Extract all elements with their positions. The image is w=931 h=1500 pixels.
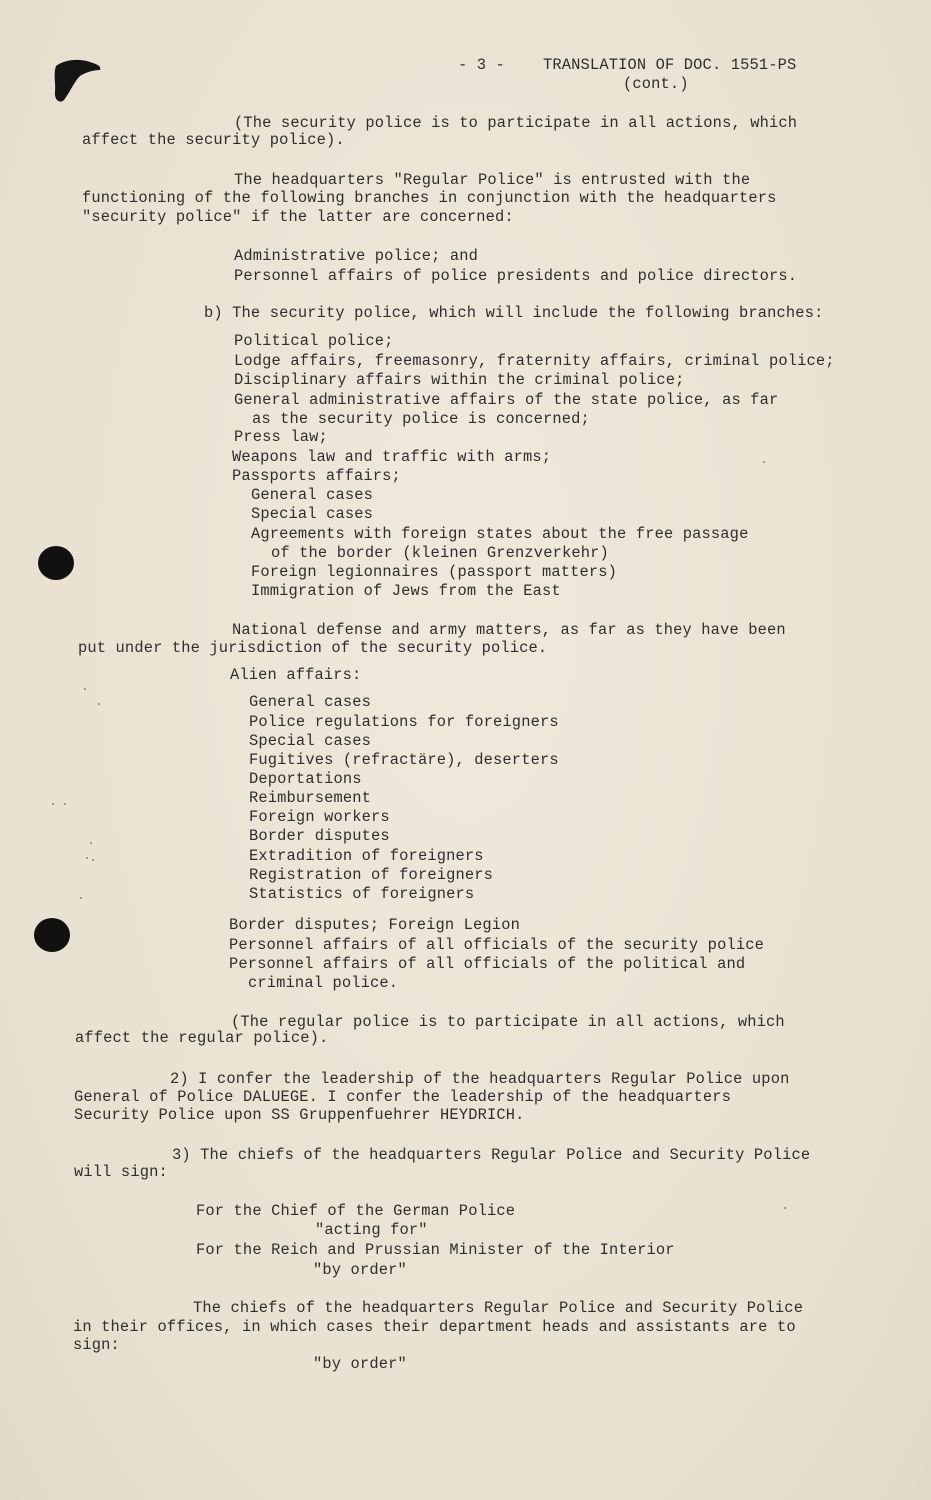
text-line: Deportations xyxy=(249,770,362,788)
paper-speck xyxy=(92,859,94,861)
text-line: National defense and army matters, as far as they have been xyxy=(232,621,786,639)
paper-speck xyxy=(98,703,100,705)
text-line: For the Reich and Prussian Minister of the Interior xyxy=(196,1241,675,1259)
text-line: "acting for" xyxy=(315,1221,428,1239)
text-line: Border disputes xyxy=(249,827,390,845)
text-line: "security police" if the latter are concerned: xyxy=(82,208,514,226)
text-line: sign: xyxy=(73,1336,120,1354)
text-line: Administrative police; and xyxy=(234,247,479,265)
text-line: Alien affairs: xyxy=(230,666,362,684)
document-title: TRANSLATION OF DOC. 1551-PS xyxy=(543,56,797,74)
text-line: General administrative affairs of the state police, as far xyxy=(234,391,779,409)
text-line: General cases xyxy=(251,486,374,504)
text-line: Fugitives (refractäre), deserters xyxy=(249,751,559,769)
text-line: Press law; xyxy=(234,428,328,446)
text-line: General of Police DALUEGE. I confer the leadership of the headquarters xyxy=(74,1088,732,1106)
paper-speck xyxy=(64,803,66,805)
paper-speck xyxy=(84,688,86,690)
text-line: of the border (kleinen Grenzverkehr) xyxy=(271,544,609,562)
text-line: Special cases xyxy=(251,505,374,523)
text-line: Immigration of Jews from the East xyxy=(251,582,561,600)
text-line: affect the regular police). xyxy=(75,1029,329,1047)
text-line: Border disputes; Foreign Legion xyxy=(229,916,520,934)
text-line: The headquarters "Regular Police" is entrusted with the xyxy=(234,171,751,189)
text-line: "by order" xyxy=(313,1355,407,1373)
text-line: Security Police upon SS Gruppenfuehrer HEYDRICH. xyxy=(74,1106,525,1124)
punch-hole-lower xyxy=(34,918,70,952)
text-line: affect the security police). xyxy=(82,131,345,149)
punch-hole-upper xyxy=(38,546,74,580)
ink-blot-mark xyxy=(50,56,106,106)
text-line: Weapons law and traffic with arms; xyxy=(232,448,552,466)
text-line: 3) The chiefs of the headquarters Regular Police and Security Police xyxy=(172,1146,811,1164)
text-line: as the security police is concerned; xyxy=(252,410,590,428)
text-line: Extradition of foreigners xyxy=(249,847,484,865)
text-line: Lodge affairs, freemasonry, fraternity affairs, criminal police; xyxy=(234,352,835,370)
text-line: criminal police. xyxy=(248,974,399,992)
paper-speck xyxy=(52,803,54,805)
text-line: General cases xyxy=(249,693,372,711)
text-line: Passports affairs; xyxy=(232,467,401,485)
text-line: will sign: xyxy=(74,1163,168,1181)
continued-label: (cont.) xyxy=(623,75,689,93)
text-line: The chiefs of the headquarters Regular Police and Security Police xyxy=(193,1299,804,1317)
paper-speck xyxy=(86,857,88,859)
text-line: Political police; xyxy=(234,332,394,350)
text-line: Personnel affairs of all officials of the security police xyxy=(229,936,764,954)
text-line: Registration of foreigners xyxy=(249,866,494,884)
paper-speck xyxy=(80,897,82,899)
text-line: Disciplinary affairs within the criminal police; xyxy=(234,371,685,389)
text-line: functioning of the following branches in conjunction with the headquarters xyxy=(82,189,777,207)
text-line: Foreign workers xyxy=(249,808,390,826)
text-line: Reimbursement xyxy=(249,789,372,807)
text-line: Foreign legionnaires (passport matters) xyxy=(251,563,618,581)
text-line: Personnel affairs of all officials of the political and xyxy=(229,955,746,973)
text-line: For the Chief of the German Police xyxy=(196,1202,516,1220)
text-line: Police regulations for foreigners xyxy=(249,713,559,731)
text-line: put under the jurisdiction of the security police. xyxy=(78,639,548,657)
paper-speck xyxy=(784,1207,786,1209)
text-line: (The security police is to participate in all actions, which xyxy=(234,114,798,132)
text-line: Statistics of foreigners xyxy=(249,885,475,903)
paper-speck xyxy=(763,461,765,463)
text-line: "by order" xyxy=(313,1261,407,1279)
text-line: Agreements with foreign states about the free passage xyxy=(251,525,749,543)
paper-speck xyxy=(90,842,92,844)
text-line: (The regular police is to participate in all actions, which xyxy=(231,1013,785,1031)
text-line: in their offices, in which cases their department heads and assistants are to xyxy=(73,1318,796,1336)
page-number: - 3 - xyxy=(458,56,505,74)
text-line: Personnel affairs of police presidents and police directors. xyxy=(234,267,798,285)
text-line: Special cases xyxy=(249,732,372,750)
text-line: 2) I confer the leadership of the headquarters Regular Police upon xyxy=(170,1070,790,1088)
text-line: b) The security police, which will include the following branches: xyxy=(204,304,824,322)
